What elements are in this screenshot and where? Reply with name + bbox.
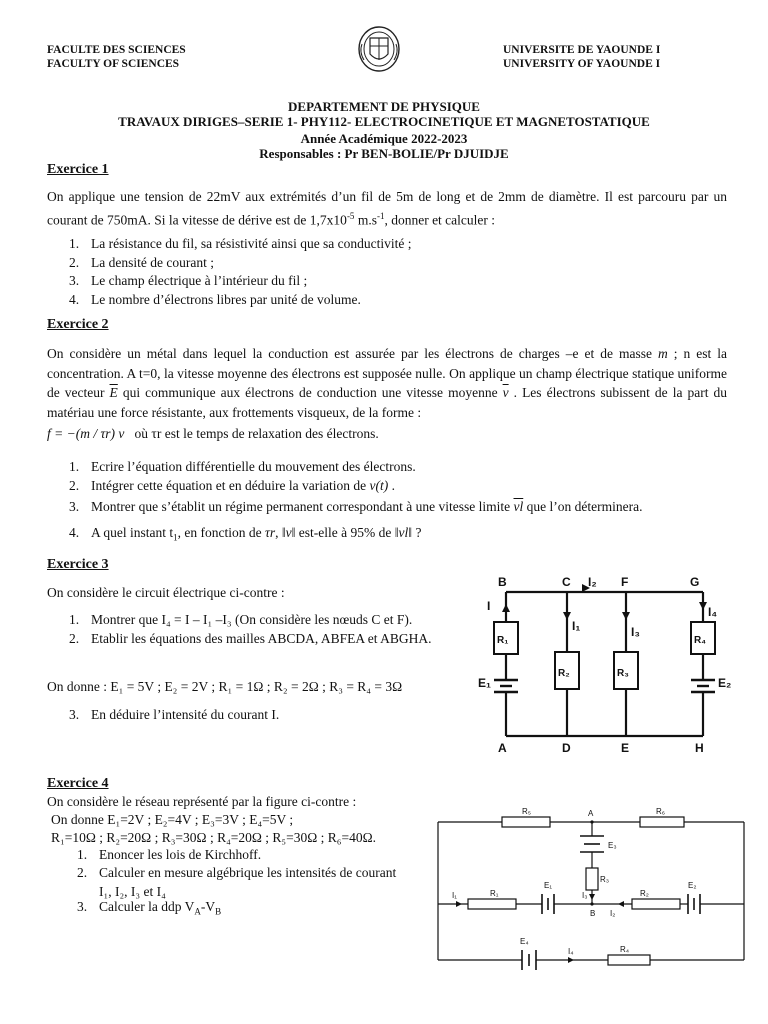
department-title: DEPARTEMENT DE PHYSIQUE	[288, 99, 480, 114]
list-item: 3. En déduire l’intensité du courant I.	[69, 707, 280, 722]
responsables: Responsables : Pr BEN-BOLIE/Pr DJUIDJE	[259, 146, 509, 161]
current-label: I₁	[572, 619, 581, 633]
list-item: 2. Etablir les équations des mailles ABCDA, ABFEA et ABGHA.	[69, 631, 432, 646]
circuit-diagram-ex3	[478, 572, 736, 757]
exercise-4-given-sources: On donne E₁=2V ; E₂=4V ; E₃=3V ; E₄=5V ;	[51, 812, 294, 827]
exercise-4-intro: On considère le réseau représenté par la figure ci-contre :	[47, 794, 357, 809]
current-label: I₂	[588, 575, 597, 589]
exercise-1-title: Exercice 1	[47, 162, 109, 177]
resistor-label: R₆	[656, 807, 666, 816]
node-label: B	[590, 909, 596, 918]
university-seal-icon	[356, 24, 402, 74]
node-label: D	[562, 741, 571, 755]
academic-year: Année Académique 2022-2023	[300, 131, 468, 146]
node-label: A	[498, 741, 507, 755]
list-item: 4. Le nombre d’électrons libres par unité de volume.	[69, 291, 361, 307]
exercise-1-list	[69, 235, 412, 309]
node-label: G	[690, 575, 700, 589]
faculty-fr: FACULTE DES SCIENCES	[47, 44, 186, 56]
resistor-label: R₂	[640, 889, 649, 898]
resistor-label: R₅	[522, 807, 531, 816]
list-item: 1. Enoncer les lois de Kirchhoff.	[77, 847, 262, 862]
node-label: A	[588, 809, 594, 818]
list-item: 2. La densité de courant ;	[69, 254, 214, 270]
node-label: C	[562, 575, 571, 589]
exercise-2-title: Exercice 2	[47, 317, 109, 332]
battery-e1	[494, 680, 518, 692]
exercise-3-given: On donne : E₁ = 5V ; E₂ = 2V ; R₁ = 1Ω ; R₂ = 2Ω ; R₃ = R₄ = 3Ω	[47, 679, 403, 694]
exercise-3-intro: On considère le circuit électrique ci-contre :	[47, 585, 285, 600]
friction-formula: f = −(m / τr) v où τr est le temps de relaxation des électrons.	[47, 426, 379, 441]
node-label: H	[695, 741, 704, 755]
source-label: E₂	[688, 881, 697, 890]
series-title: TRAVAUX DIRIGES–SERIE 1- PHY112- ELECTROCINETIQUE ET MAGNETOSTATIQUE	[118, 114, 650, 129]
source-label: E₂	[718, 676, 732, 690]
current-label: I₄	[568, 947, 574, 956]
resistor-label: R₃	[617, 668, 629, 679]
list-item: 3. Montrer que s’établit un régime permanent correspondant à une vitesse limite $\overline{vl}$ que l’on déterminera.	[69, 499, 643, 514]
node-label: B	[498, 575, 507, 589]
source-label: E₁	[478, 676, 491, 690]
resistor-label: R₁	[490, 889, 499, 898]
list-item: 1. Montrer que I₄ = I – I₁ –I₃ (On considère les nœuds C et F).	[69, 612, 413, 627]
current-label: I₄	[708, 605, 718, 619]
list-item: 2. Calculer en mesure algébrique les intensités de courant I₁, I₂, I₃ et I₄	[77, 865, 397, 899]
list-item: 3. Calculer la ddp $V_A-V_B$	[77, 899, 222, 917]
exercise-2-intro: On considère un métal dans lequel la conduction est assurée par les électrons de charges –e et de masse m ; n est la concentration. A t=0, la vitesse moyenne des électrons est supposée nulle. On applique un champ électrique statique uniforme de vecteur $\overline{E}$ qui communique aux électrons de conduction une vitesse moyenne $\overline{v}$ . Les électrons subissent de la part du matériau une force résistante, aux frottements visqueux, de la forme :	[47, 346, 727, 420]
resistor-label: R₁	[497, 635, 509, 646]
faculty-en: FACULTY OF SCIENCES	[47, 58, 180, 70]
list-item: 4. A quel instant $t_1$, en fonction de τr, ‖v‖ est-elle à 95% de ‖vl‖ ?	[69, 525, 422, 543]
current-label: I	[487, 599, 491, 613]
source-label: E₁	[544, 881, 553, 890]
resistor-label: R₄	[694, 635, 706, 646]
node-label: F	[621, 575, 629, 589]
current-label: I₂	[610, 909, 616, 918]
list-item: 2. Intégrer cette équation et en déduire la variation de v(t) .	[69, 478, 395, 493]
node-label: E	[621, 741, 630, 755]
source-label: E₃	[608, 841, 617, 850]
list-item: 1. Ecrire l’équation différentielle du mouvement des électrons.	[69, 459, 416, 474]
battery-e2	[691, 680, 715, 692]
list-item: 3. Le champ électrique à l’intérieur du fil ;	[69, 273, 308, 288]
current-label: I₃	[631, 625, 640, 639]
list-item: 1. La résistance du fil, sa résistivité ainsi que sa conductivité ;	[69, 236, 412, 251]
resistor-label: R₃	[600, 875, 610, 884]
exercise-3-title: Exercice 3	[47, 557, 109, 572]
resistor-label: R₂	[558, 668, 570, 679]
exercise-4-title: Exercice 4	[47, 776, 109, 791]
current-label: I₃	[582, 891, 588, 900]
current-label: I₁	[452, 891, 457, 900]
university-fr: UNIVERSITE DE YAOUNDE I	[503, 44, 661, 56]
exercise-1-intro: On applique une tension de 22mV aux extrémités d’un fil de 5m de long et de 2mm de diamètre. Il est parcouru par un courant de 750mA. Si la vitesse de dérive est de $1,7x10^{-5}$ $m.s^{-1}$, donner et calculer :	[47, 189, 727, 227]
university-en: UNIVERSITY OF YAOUNDE I	[503, 58, 661, 70]
exercise-4-given-resistors: R₁=10Ω ; R₂=20Ω ; R₃=30Ω ; R₄=20Ω ; R₅=30Ω ; R₆=40Ω.	[51, 830, 377, 845]
circuit-diagram-ex4	[432, 802, 750, 1002]
resistor-label: R₄	[620, 945, 630, 954]
source-label: E₄	[520, 937, 529, 946]
